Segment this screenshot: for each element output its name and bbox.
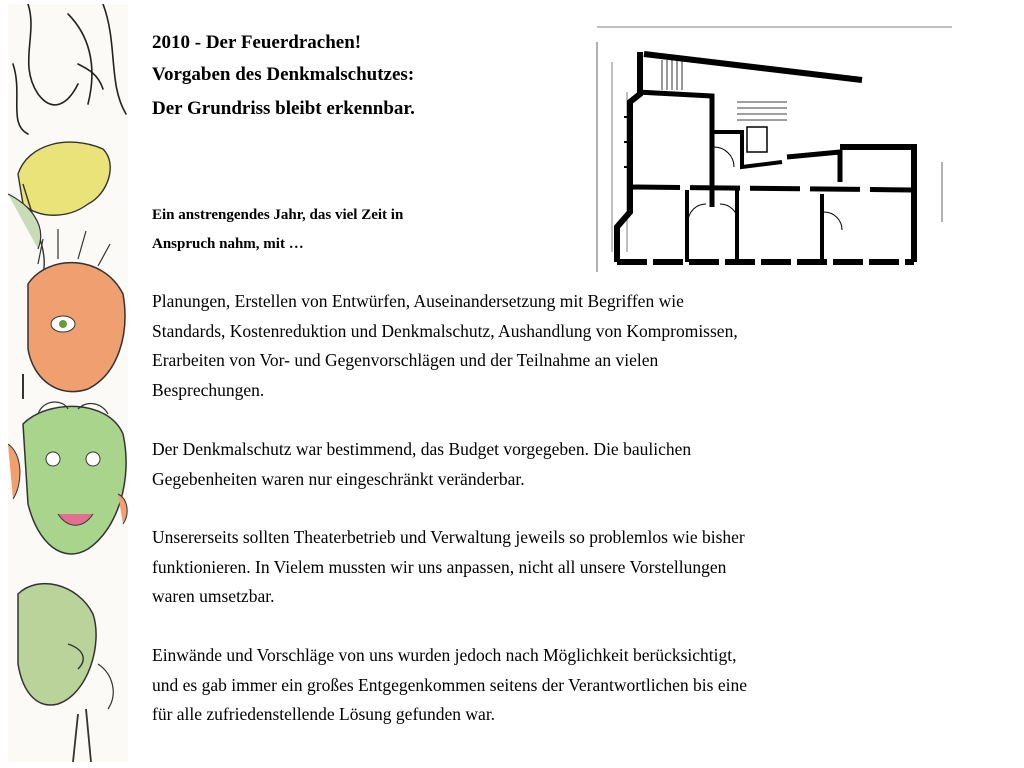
paragraph-line: und es gab immer ein großes Entgegenkommen seitens der Verantwortlichen bis eine (152, 674, 747, 695)
paragraph-line: Einwände und Vorschläge von uns wurden jedoch nach Möglichkeit berücksichtigt, (152, 645, 737, 665)
heading-line-1: 2010 - Der Feuerdrachen! (152, 32, 362, 53)
paragraph-line: waren umsetzbar. (152, 586, 275, 606)
cartoon-faces-drawing (8, 4, 128, 762)
cartoon-faces-illustration (8, 4, 128, 762)
paragraph-line: Der Denkmalschutz war bestimmend, das Budget vorgegeben. Die baulichen (152, 439, 692, 459)
heading-line-2: Vorgaben des Denkmalschutzes: (152, 64, 415, 85)
paragraph-line: funktionieren. In Vielem mussten wir uns anpassen, nicht all unsere Vorstellungen (152, 556, 727, 577)
paragraph-line: für alle zufriedenstellende Lösung gefunden war. (152, 704, 496, 724)
paragraph-denkmalschutz (152, 435, 942, 494)
paragraph-theaterbetrieb (152, 523, 942, 612)
paragraph-line: Unsererseits sollten Theaterbetrieb und Verwaltung jeweils so problemlos wie bisher (152, 527, 745, 547)
paragraph-line: Erarbeiten von Vor- und Gegenvorschlägen und der Teilnahme an vielen (152, 350, 659, 370)
paragraph-line: Besprechungen. (152, 379, 265, 400)
intro-line-2: Anspruch nahm, mit … (152, 236, 304, 252)
paragraph-line: Standards, Kostenreduktion und Denkmalschutz, Aushandlung von Kompromissen, (152, 320, 738, 341)
heading-line-3: Der Grundriss bleibt erkennbar. (152, 98, 415, 119)
paragraph-line: Gegebenheiten waren nur eingeschränkt veränderbar. (152, 468, 525, 489)
paragraph-einwaende (152, 641, 942, 730)
paragraph-line: Planungen, Erstellen von Entwürfen, Auseinandersetzung mit Begriffen wie (152, 291, 684, 311)
floor-plan-drawing (592, 22, 954, 284)
intro-line-1: Ein anstrengendes Jahr, das viel Zeit in (152, 207, 404, 223)
paragraph-planning (152, 287, 942, 405)
